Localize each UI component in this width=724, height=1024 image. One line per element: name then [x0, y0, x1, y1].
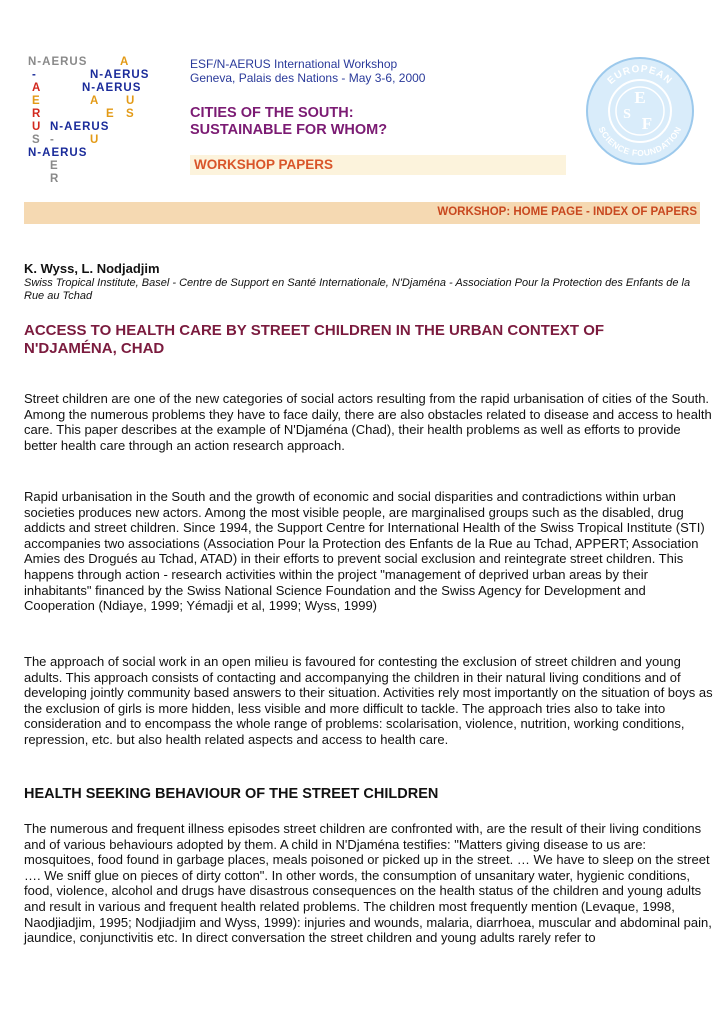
index-of-papers-link[interactable]: INDEX OF PAPERS	[593, 206, 697, 218]
workshop-papers-label: WORKSHOP PAPERS	[194, 157, 334, 172]
seal-bottom-text: SCIENCE FOUNDATION	[596, 124, 684, 159]
workshop-title-line1: CITIES OF THE SOUTH:	[190, 105, 354, 121]
section-paragraph: The numerous and frequent illness episodes street children are confronted with, are the result of their living conditions and of various behaviours adopted by them. A child in N'Djaména testifies: "Matters giving disease to us are: mosquitoes, food found in garbage places, meals poisoned or picked up in the street. … We have to sleep on the street …. We sniff glue on pieces of dirty cotton". In other words, the consumption of unsanitary water, hygienic conditions, food, violence, alcohol and drugs have disastrous consequences on the health status of the children and young adults and result in various and frequent health related problems. The children most frequently mention (Levaque, 1998, Naodjiadjim, 1995; Nodjiadjim and Wyss, 1999): injuries and wounds, malaria, diarrhoea, muscular and abdominal pain, jaundice, conjunctivitis etc. In direct conversation the street children and young adults rarely refer to	[24, 821, 712, 946]
esf-seal-icon	[585, 56, 695, 166]
body-paragraph: Street children are one of the new categories of social actors resulting from the rapid urbanisation of cities of the South. Among the numerous problems they have to face daily, there are also obstacles related to disease and access to health care. This paper describes at the example of N'Djaména (Chad), their health problems as well as efforts to provide better health care through an action research approach.	[24, 391, 712, 453]
article-authors: K. Wyss, L. Nodjadjim	[24, 261, 160, 276]
article-title: ACCESS TO HEALTH CARE BY STREET CHILDREN IN THE URBAN CONTEXT OF N'DJAMÉNA, CHAD	[24, 322, 605, 357]
section-heading: HEALTH SEEKING BEHAVIOUR OF THE STREET CHILDREN	[24, 786, 439, 802]
body-paragraph: The approach of social work in an open milieu is favoured for contesting the exclusion of street children and young adults. This approach consists of contacting and accompanying the children in their natural living conditions and of developing jointly community based answers to their situation. Activities rely most importantly on the situation of boys as the exclusion of girls is more hidden, less visible and more difficult to tackle. The approach tries also to take into consideration and to encompass the whole range of problems: scolarisation, violence, nutrition, working conditions, repression, etc. but also health related aspects and access to health care.	[24, 654, 713, 747]
workshop-papers-banner	[190, 155, 566, 175]
article-affiliation: Swiss Tropical Institute, Basel - Centre de Support en Santé Internationale, N'Djaména - Association Pour la Protection des Enfants de la Rue au Tchad	[24, 277, 691, 302]
seal-letter-f: F	[641, 114, 653, 133]
home-page-link[interactable]: WORKSHOP: HOME PAGE	[437, 206, 583, 218]
workshop-title-line2: SUSTAINABLE FOR WHOM?	[190, 122, 388, 138]
nav-separator: -	[582, 206, 594, 218]
seal-top-text: EUROPEAN	[605, 63, 675, 87]
seal-letter-s: S	[623, 107, 631, 122]
workshop-event-location-date: Geneva, Palais des Nations - May 3-6, 2000	[190, 71, 426, 85]
navigation-bar	[24, 202, 700, 224]
navigation-links	[437, 206, 697, 218]
n-aerus-logo: N-AERUS A - N-AERUS A N-AERUS E A U R E S U N-AERUS S - U N-AERUS E R	[28, 56, 150, 185]
seal-letter-e: E	[634, 88, 646, 107]
body-paragraph: Rapid urbanisation in the South and the growth of economic and social disparities and contradictions within urban societies produces new actors. Among the most visible people, are marginalised groups such as the disabled, drug addicts and street children. Since 1994, the Support Centre for International Health of the Swiss Tropical Institute (STI) accompanies two associations (Association Pour la Protection des Enfants de la Rue au Tchad, APPERT; Association Amies des Drogués au Tchad, ATAD) in their efforts to prevent social exclusion and reintegrate street children. This happens through action - research activities within the project "management of deprived urban areas by their inhabitants" financed by the Swiss National Science Foundation and the Swiss Agency for Development and Cooperation (Ndiaye, 1999; Yémadji et al, 1999; Wyss, 1999)	[24, 489, 705, 614]
workshop-event-name: ESF/N-AERUS International Workshop	[190, 57, 398, 71]
